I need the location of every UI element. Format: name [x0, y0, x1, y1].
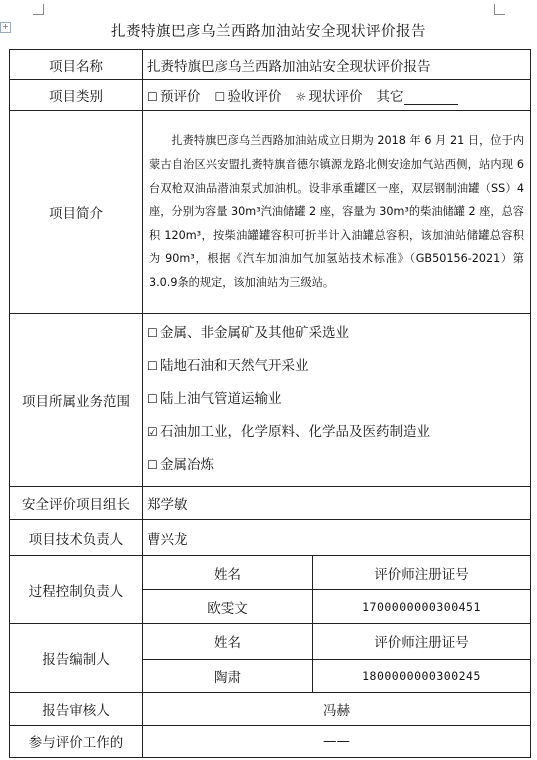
report-author-name: 陶肃 — [143, 659, 313, 692]
reviewer-value: 冯赫 — [143, 693, 531, 725]
checkbox-empty-icon: ☐ — [147, 392, 158, 407]
column-header-cert: 评价师注册证号 — [313, 624, 531, 659]
team-leader-value: 郑学敏 — [143, 486, 531, 519]
scope-option-pipeline[interactable]: ☐ 陆上油气管道运输业 — [143, 383, 530, 416]
table-row — [10, 486, 531, 519]
checkbox-empty-icon: ☐ — [214, 90, 226, 105]
column-header-name: 姓名 — [143, 556, 313, 589]
page-title: 扎赉特旗巴彦乌兰西路加油站安全现状评价报告 — [111, 24, 426, 40]
category-option-pre-eval[interactable]: ☐ 预评价 — [147, 89, 201, 106]
checkbox-checked-icon: ☑ — [147, 425, 158, 440]
table-row — [10, 314, 531, 486]
scope-option-metal-smelting[interactable]: ☐ 金属冶炼 — [143, 449, 530, 482]
checkbox-empty-icon: ☐ — [147, 359, 158, 374]
row-label: 过程控制负责人 — [10, 556, 143, 624]
sun-mark-icon: ☼ — [295, 90, 307, 105]
checkbox-empty-icon: ☐ — [147, 326, 158, 341]
row-label: 项目名称 — [10, 50, 143, 80]
process-control-cert: 1700000000300451 — [313, 589, 531, 623]
table-row — [10, 556, 531, 589]
table-anchor-icon[interactable]: + — [0, 22, 12, 38]
row-label: 安全评价项目组长 — [10, 486, 143, 519]
category-other-label: 其它 — [376, 89, 404, 106]
table-row — [10, 50, 531, 80]
row-label: 参与评价工作的 — [10, 725, 143, 757]
scope-option-petroleum-chemical[interactable]: ☑ 石油加工业，化学原料、化学品及医药制造业 — [143, 416, 530, 449]
table-row — [10, 519, 531, 555]
checkbox-empty-icon: ☐ — [147, 90, 158, 105]
row-label: 报告审核人 — [10, 693, 143, 725]
process-control-name: 欧雯文 — [143, 589, 313, 623]
business-scope-list — [143, 314, 531, 486]
table-row — [10, 624, 531, 659]
project-category-options — [143, 80, 531, 110]
row-label: 项目所属业务范围 — [10, 314, 143, 486]
column-header-name: 姓名 — [143, 624, 313, 659]
tech-lead-value: 曹兴龙 — [143, 519, 531, 555]
report-info-table — [9, 49, 531, 758]
report-author-cert: 1800000000300245 — [313, 659, 531, 692]
project-name-value: 扎赉特旗巴彦乌兰西路加油站安全现状评价报告 — [143, 50, 531, 80]
table-row — [10, 725, 531, 757]
margin-corner-mark — [33, 4, 44, 15]
project-intro-text: 扎赉特旗巴彦乌兰西路加油站成立日期为 2018 年 6 月 21 日，位于内蒙古自治区兴安盟扎赉特旗音德尔镇源龙路北侧安途加气站西侧，站内现 6 台双枪双油品潜油泵式加油机。设非承重罐区一座，双层钢制油罐（SS）4 座，分别为容量 30m³汽油储罐 2 座，容量为 30m³的柴油储罐 2 座，总容积 120m³，按柴油罐罐容积可折半计入油罐总容积，该加油站储罐总容积为 90m³，根据《汽车加油加气加氢站技术标准》（GB50156-2021）第 3.0.9条的规定，该加油站为三级站。 — [143, 110, 531, 314]
column-header-cert: 评价师注册证号 — [313, 556, 531, 589]
scope-option-mining[interactable]: ☐ 金属、非金属矿及其他矿采选业 — [143, 317, 530, 350]
margin-corner-mark — [494, 4, 505, 15]
row-label: 项目技术负责人 — [10, 519, 143, 555]
row-label: 项目类别 — [10, 80, 143, 110]
table-row — [10, 110, 531, 314]
category-other-blank[interactable] — [404, 90, 458, 105]
scope-option-oil-gas-extraction[interactable]: ☐ 陆地石油和天然气开采业 — [143, 350, 530, 383]
category-option-status-eval[interactable]: ☼ 现状评价 — [295, 89, 363, 106]
table-row — [10, 80, 531, 110]
participants-value: —— — [143, 725, 531, 757]
table-row — [10, 693, 531, 725]
row-label: 报告编制人 — [10, 624, 143, 693]
row-label: 项目简介 — [10, 110, 143, 314]
category-option-acceptance-eval[interactable]: ☐ 验收评价 — [214, 89, 282, 106]
checkbox-empty-icon: ☐ — [147, 458, 158, 473]
